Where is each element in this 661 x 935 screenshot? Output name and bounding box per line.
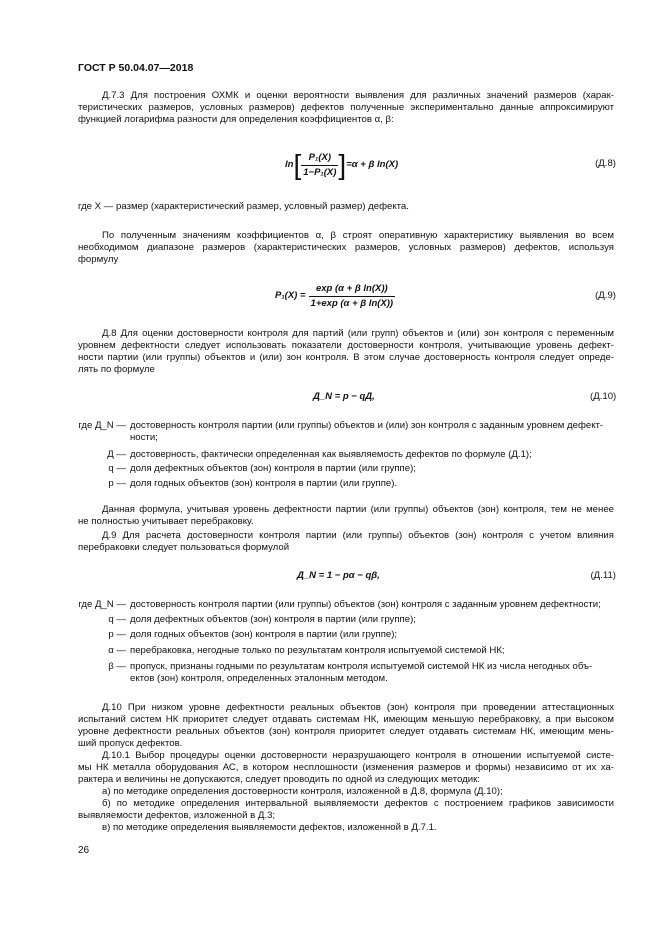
fraction: [309, 283, 396, 310]
definition-label: где Д_N —: [78, 599, 126, 610]
text-line: формулу: [78, 254, 119, 265]
left-bracket: [: [293, 149, 302, 180]
text-line: уровне дефектности реальных объектов (зон) контроля приоритет следует отдавать системам НК, имеющим мень-: [78, 726, 614, 737]
text-line: ности партии (или группы) объектов и (или) зон контроля. В этом случае достоверность контроля следует опреде-: [78, 352, 614, 363]
definition-text: перебраковка, негодные только по результатам контроля испытуемой системой НК;: [130, 645, 505, 656]
definition-text: доля годных объектов (зон) контроля в партии (или группе);: [130, 629, 398, 640]
formula-d8: [285, 146, 398, 184]
text-line: перебраковки следует пользоваться формулой: [78, 542, 290, 553]
definition-text: достоверность контроля партии (или группы) объектов (зон) контроля с заданным уровнем дефектности;: [130, 599, 601, 610]
formula-lhs: P₁(X) =: [275, 290, 306, 301]
text-line: ший пропуск дефектов.: [78, 738, 183, 749]
definition-x: [78, 201, 409, 213]
definition-label: p —: [108, 629, 126, 640]
fraction-denominator: 1+exp (α + β ln(X)): [310, 297, 394, 309]
definition-text: достоверность, фактически определенная как выявляемость дефектов по формуле (Д.1);: [130, 449, 532, 460]
text-line: ектов (зон) контроля, определенных эталонным методом.: [130, 673, 388, 684]
fraction-numerator: P₁(X): [301, 152, 338, 166]
formula-d11: Д_N = 1 − pα − qβ,: [297, 570, 380, 581]
text-line: необходимом диапазоне размеров (характеристических размеров, условных размеров) дефектов, используя: [78, 242, 614, 253]
text-line: мы НК металла оборудования АС, в котором несплошности (изменения размеров и формы) независимо от их ха-: [78, 762, 614, 773]
text-line: лять по формуле: [78, 364, 155, 375]
text-line: уровнем дефектности следует использовать показатели достоверности контроля, учитывающие уровень дефект-: [78, 340, 614, 351]
text-line: Данная формула, учитывая уровень дефектности партии (или группы) объектов (зон) контроля, тем не менее: [102, 504, 614, 515]
definition-label: β —: [108, 661, 126, 672]
paragraph-d10: [78, 702, 614, 750]
paragraph-operational: [78, 230, 614, 266]
formula-number: (Д.9): [595, 290, 616, 301]
text-line: теристических размеров, условных размеров) дефектов полученные экспериментально данные аппроксимируют: [78, 102, 614, 113]
definition-text: [130, 661, 616, 685]
definition-label: где Д_N —: [78, 420, 126, 431]
methods-list: [78, 786, 614, 834]
formula-number: (Д.11): [590, 570, 616, 581]
list-item: в) по методике определения выявляемости дефектов, изложенной в Д.7.1.: [102, 822, 437, 833]
definition-text: доля дефектных объектов (зон) контроля в партии (или группе);: [130, 463, 416, 474]
list-item: выявляемости дефектов, изложенной в Д.3;: [78, 810, 276, 821]
text-line: Д.10.1 Выбор процедуры оценки достоверности неразрушающего контроля в отношении испытуемой систе-: [102, 750, 614, 761]
text-line: Д.9 Для расчета достоверности контроля партии (или группы) объектов (зон) контроля с учетом влияния: [102, 530, 614, 541]
text-line: Д.8 Для оценки достоверности контроля для партий (или групп) объектов и (или) зон контроля с переменным: [102, 328, 614, 339]
formula-rhs: =α + β ln(X): [346, 159, 399, 170]
document-header: ГОСТ Р 50.04.07—2018: [78, 62, 194, 74]
formula-d9: [275, 280, 395, 312]
list-item: а) по методике определения достоверности контроля, изложенной в Д.8, формула (Д.10);: [102, 786, 503, 797]
text-line: Д.7.3 Для построения ОХМК и оценки вероятности выявления для различных значений размеров (харак-: [102, 90, 614, 101]
text-line: достоверность контроля партии (или группы) объектов и (или) зон контроля с заданным уровнем дефект-: [130, 420, 604, 431]
definition-label: где X —: [78, 201, 114, 212]
list-item: б) по методике определения интервальной выявляемости дефектов с построением графиков зависимости: [102, 798, 614, 809]
definition-text: доля годных объектов (зон) контроля в партии (или группе).: [130, 478, 398, 489]
fraction-numerator: exp (α + β ln(X)): [309, 283, 396, 297]
definition-label: Д —: [107, 449, 126, 460]
paragraph-d8: [78, 328, 614, 376]
text-line: не полностью учитывает перебраковку.: [78, 516, 254, 527]
formula-number: (Д.8): [595, 158, 616, 169]
paragraph-d7-3: [78, 90, 614, 126]
definition-label: q —: [108, 614, 126, 625]
definition-text: [130, 420, 616, 444]
definition-label: α —: [108, 645, 126, 656]
fraction-denominator: 1−P₁(X): [303, 166, 337, 178]
definition-text: доля дефектных объектов (зон) контроля в партии (или группе);: [130, 614, 416, 625]
paragraph-d10-1: [78, 750, 614, 786]
text-line: пропуск, признаны годными по результатам контроля испытуемой системой НК из числа негодных объ-: [130, 661, 593, 672]
text-line: испытаний систем НК приоритет следует отдавать системам НК, имеющим меньшую перебраковку, а при высоком: [78, 714, 614, 725]
page-number: 26: [78, 845, 90, 856]
formula-ln: ln: [285, 159, 294, 170]
paragraph-note: [78, 504, 614, 528]
fraction: [301, 152, 338, 179]
text-line: По полученным значениям коэффициентов α, β строят оперативную характеристику выявления во всем: [102, 230, 614, 241]
formula-number: (Д.10): [590, 391, 617, 402]
definition-label: p —: [108, 478, 126, 489]
definition-label: q —: [108, 463, 126, 474]
formula-d10: Д_N = p − qД,: [313, 391, 375, 402]
text-line: рактера и величины не допускаются, следует проводить по одной из следующих методик:: [78, 774, 480, 785]
definition-text: размер (характеристический размер, условный размер) дефекта.: [116, 201, 409, 212]
text-line: ности;: [130, 432, 158, 443]
paragraph-d9: [78, 530, 614, 554]
text-line: функцией логарифма разности для определения коэффициентов α, β:: [78, 114, 394, 125]
right-bracket: ]: [338, 149, 347, 180]
text-line: Д.10 При низком уровне дефектности реальных объектов (зон) контроля при проведении аттестационных: [102, 702, 614, 713]
